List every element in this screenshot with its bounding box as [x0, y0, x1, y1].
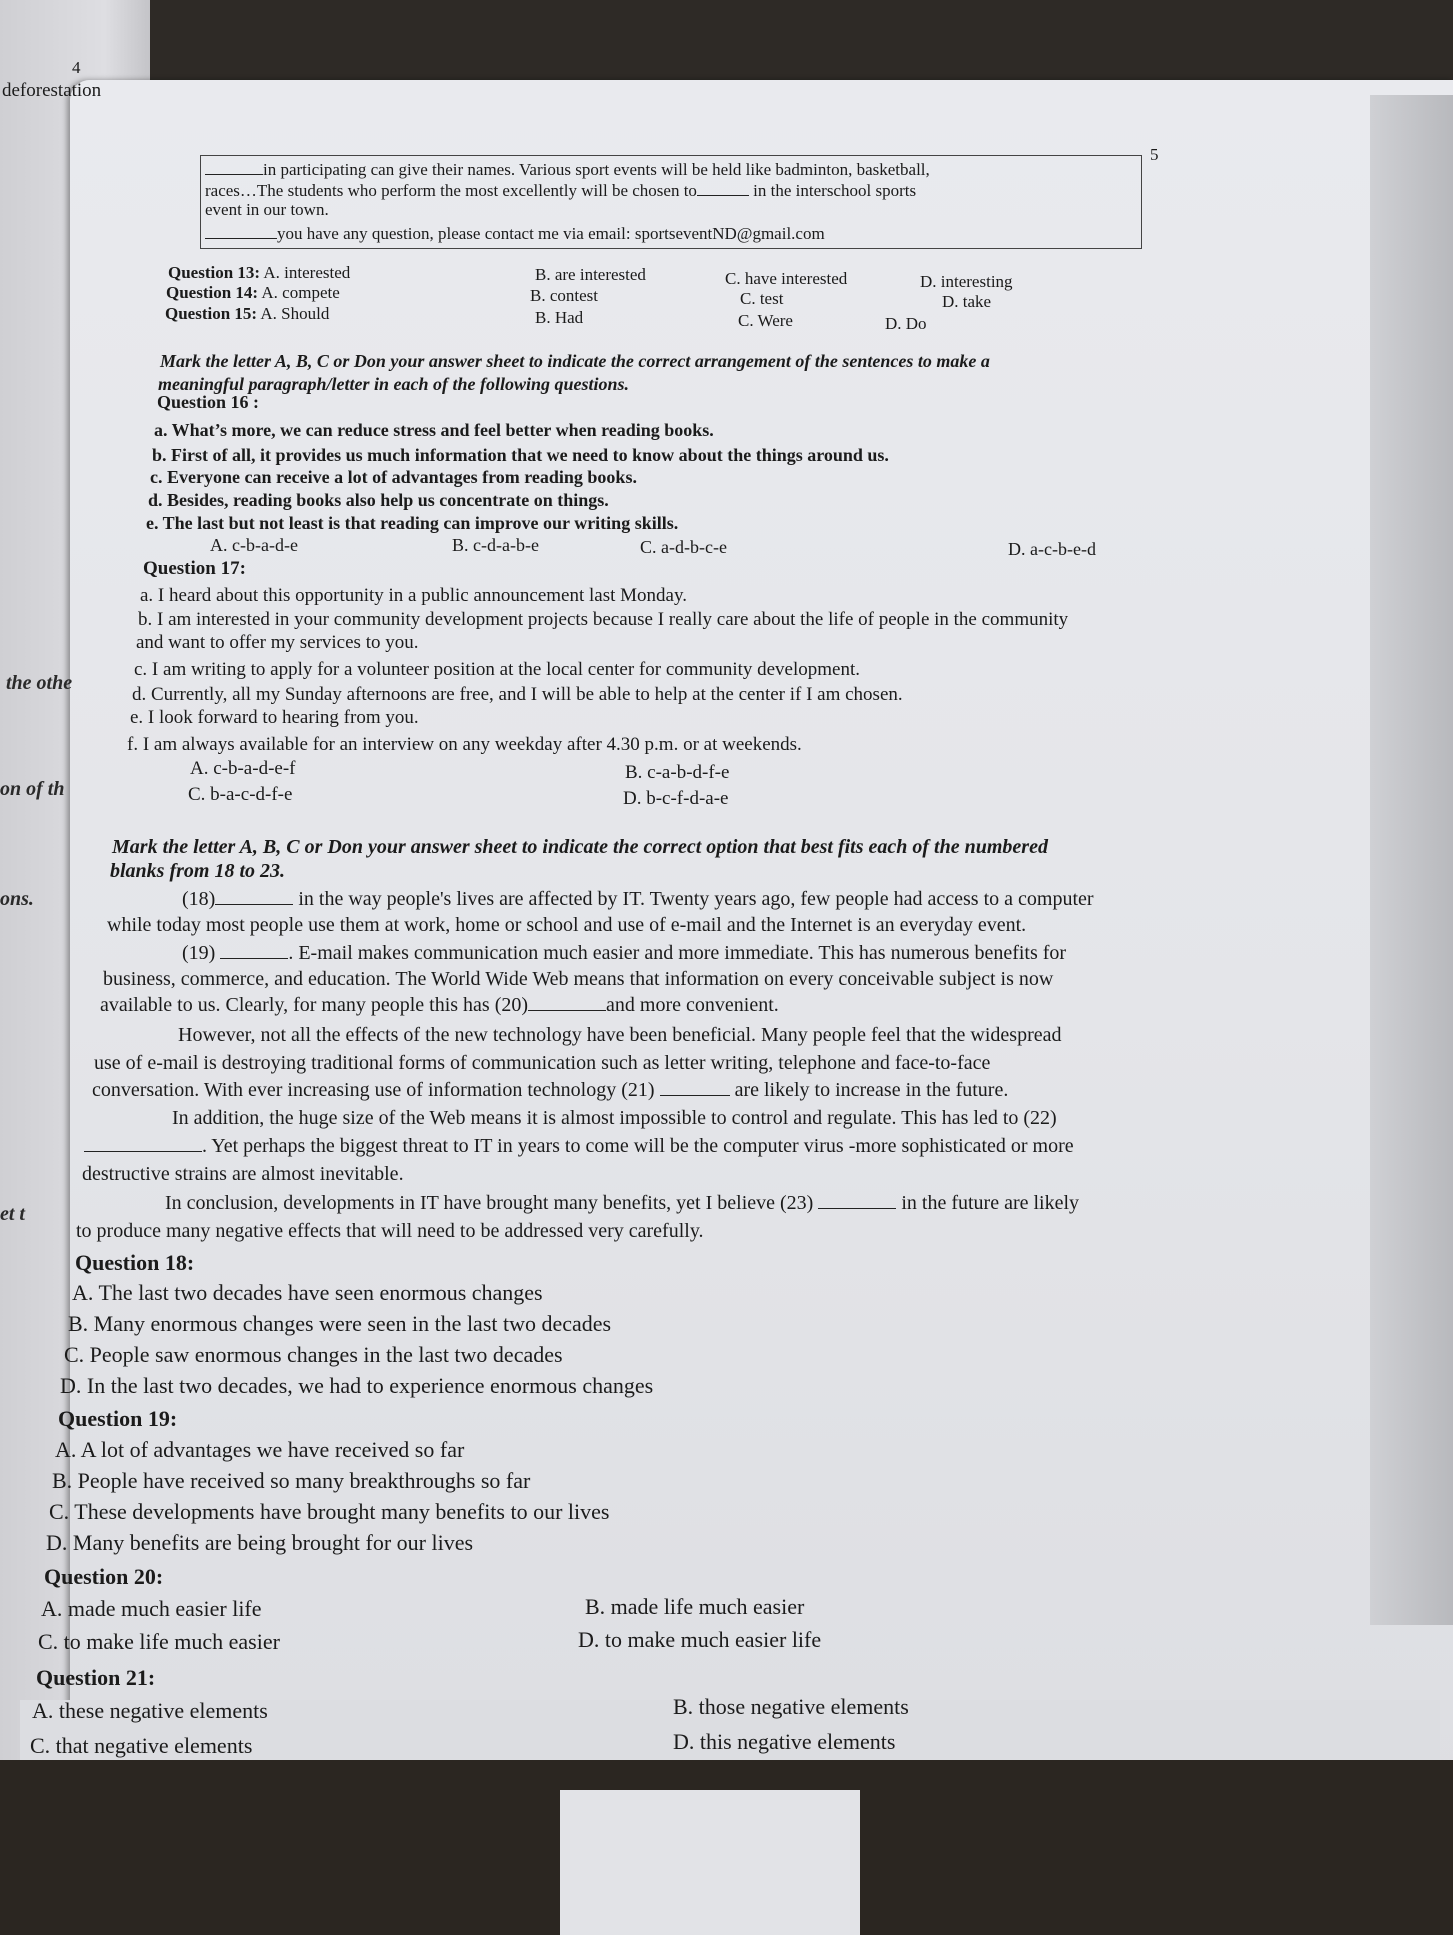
- question-16-label: Question 16 :: [157, 392, 260, 412]
- option: D. to make much easier life: [578, 1627, 822, 1652]
- sentence: a. I heard about this opportunity in a public announcement last Monday.: [140, 585, 688, 606]
- sentence: a. What’s more, we can reduce stress and feel better when reading books.: [154, 420, 714, 440]
- passage-line: However, not all the effects of the new technology have been beneficial. Many people feel that the widespread: [178, 1024, 1062, 1046]
- notice-line: event in our town.: [205, 200, 329, 219]
- sentence: c. I am writing to apply for a volunteer position at the local center for community development.: [134, 659, 861, 680]
- option: B. Had: [535, 308, 584, 327]
- question-13: Question 13: A. interested: [168, 263, 351, 282]
- under-page-number: 4: [72, 58, 81, 77]
- sentence: d. Besides, reading books also help us concentrate on things.: [148, 490, 609, 510]
- instruction: meaningful paragraph/letter in each of the following questions.: [158, 374, 630, 394]
- option: C. People saw enormous changes in the last two decades: [64, 1342, 563, 1367]
- question-19-label: Question 19:: [58, 1406, 178, 1431]
- question-20-label: Question 20:: [44, 1564, 164, 1589]
- passage-line: destructive strains are almost inevitable.: [82, 1163, 404, 1185]
- option: D. Many benefits are being brought for our lives: [46, 1530, 474, 1555]
- option: B. Many enormous changes were seen in the last two decades: [68, 1311, 612, 1336]
- question-18-label: Question 18:: [75, 1250, 195, 1275]
- instruction: Mark the letter A, B, C or Don your answer sheet to indicate the correct option that best fits each of the numbered: [112, 836, 1048, 858]
- option: D. In the last two decades, we had to experience enormous changes: [60, 1373, 654, 1398]
- option: D. Do: [885, 314, 927, 333]
- notice-line: in participating can give their names. Various sport events will be held like badminton, basketball,: [205, 160, 930, 180]
- option: B. People have received so many breakthroughs so far: [52, 1468, 531, 1493]
- option: C. to make life much easier: [38, 1629, 280, 1654]
- option: B. are interested: [535, 265, 646, 284]
- question-17-label: Question 17:: [143, 558, 246, 579]
- sentence: f. I am always available for an interview on any weekday after 4.30 p.m. or at weekends.: [127, 734, 802, 755]
- option: B. made life much easier: [585, 1594, 805, 1619]
- passage-line: In conclusion, developments in IT have brought many benefits, yet I believe (23) in the future are likely: [165, 1192, 1080, 1214]
- option: B. contest: [530, 286, 598, 305]
- option: A. c-b-a-d-e: [210, 535, 298, 555]
- option: B. those negative elements: [673, 1694, 909, 1719]
- option: C. a-d-b-c-e: [640, 537, 727, 557]
- option: C. that negative elements: [30, 1733, 253, 1758]
- option: D. interesting: [920, 272, 1013, 291]
- passage-line: conversation. With ever increasing use of information technology (21) are likely to increase in the future.: [92, 1079, 1009, 1101]
- sentence: b. I am interested in your community development projects because I really care about the life of people in the community: [138, 609, 1069, 630]
- option: D. b-c-f-d-a-e: [623, 788, 729, 809]
- under-fragment: ons.: [0, 888, 34, 910]
- option: B. c-a-b-d-f-e: [625, 762, 730, 783]
- option: A. The last two decades have seen enormous changes: [72, 1280, 543, 1305]
- sentence: e. The last but not least is that reading can improve our writing skills.: [146, 513, 679, 533]
- option: A. made much easier life: [41, 1596, 262, 1621]
- sentence: c. Everyone can receive a lot of advantages from reading books.: [150, 467, 637, 487]
- option: C. test: [740, 289, 784, 308]
- option: C. have interested: [725, 269, 848, 288]
- notice-line: races…The students who perform the most excellently will be chosen to in the interschool sports: [205, 181, 917, 200]
- option: B. c-d-a-b-e: [452, 535, 539, 555]
- passage-line: In addition, the huge size of the Web means it is almost impossible to control and regulate. This has led to (22): [172, 1107, 1057, 1129]
- under-fragment: on of th: [0, 778, 65, 800]
- option: C. b-a-c-d-f-e: [188, 784, 293, 805]
- question-15: Question 15: A. Should: [165, 304, 330, 323]
- option: D. take: [942, 292, 992, 311]
- passage-line: (19) . E-mail makes communication much easier and more immediate. This has numerous benefits for: [182, 942, 1067, 964]
- option: A. c-b-a-d-e-f: [190, 758, 296, 779]
- passage-line: available to us. Clearly, for many people this has (20) and more convenient.: [100, 994, 779, 1016]
- question-21-label: Question 21:: [36, 1665, 156, 1690]
- instruction: Mark the letter A, B, C or Don your answer sheet to indicate the correct arrangement of the sentences to make a: [160, 351, 990, 371]
- page-number: 5: [1150, 145, 1159, 164]
- passage-line: business, commerce, and education. The World Wide Web means that information on every conceivable subject is now: [103, 968, 1054, 990]
- under-fragment: et t: [0, 1203, 25, 1225]
- passage-line: . Yet perhaps the biggest threat to IT in years to come will be the computer virus -more sophisticated or more: [84, 1135, 1074, 1158]
- passage-line: to produce many negative effects that will need to be addressed very carefully.: [76, 1220, 704, 1242]
- option: D. this negative elements: [673, 1729, 896, 1754]
- option: A. A lot of advantages we have received so far: [55, 1437, 465, 1462]
- passage-line: use of e-mail is destroying traditional forms of communication such as letter writing, telephone and face-to-face: [94, 1052, 991, 1074]
- sentence: e. I look forward to hearing from you.: [130, 707, 419, 728]
- passage-line: while today most people use them at work, home or school and use of e-mail and the Internet is an everyday event.: [107, 914, 1027, 936]
- notice-line: you have any question, please contact me via email: sportseventND@gmail.com: [205, 224, 825, 244]
- sentence: b. First of all, it provides us much information that we need to know about the things around us.: [152, 445, 889, 465]
- option: C. Were: [738, 311, 793, 330]
- sentence: and want to offer my services to you.: [136, 632, 419, 653]
- option: A. these negative elements: [32, 1698, 268, 1723]
- question-14: Question 14: A. compete: [166, 283, 340, 302]
- instruction: blanks from 18 to 23.: [110, 860, 286, 882]
- option: D. a-c-b-e-d: [1008, 539, 1096, 559]
- under-header-word: deforestation: [2, 80, 102, 101]
- passage-line: (18) in the way people's lives are affected by IT. Twenty years ago, few people had access to a computer: [182, 888, 1094, 910]
- option: C. These developments have brought many benefits to our lives: [49, 1499, 610, 1524]
- under-fragment: the othe: [6, 672, 73, 694]
- sentence: d. Currently, all my Sunday afternoons are free, and I will be able to help at the center if I am chosen.: [132, 684, 903, 705]
